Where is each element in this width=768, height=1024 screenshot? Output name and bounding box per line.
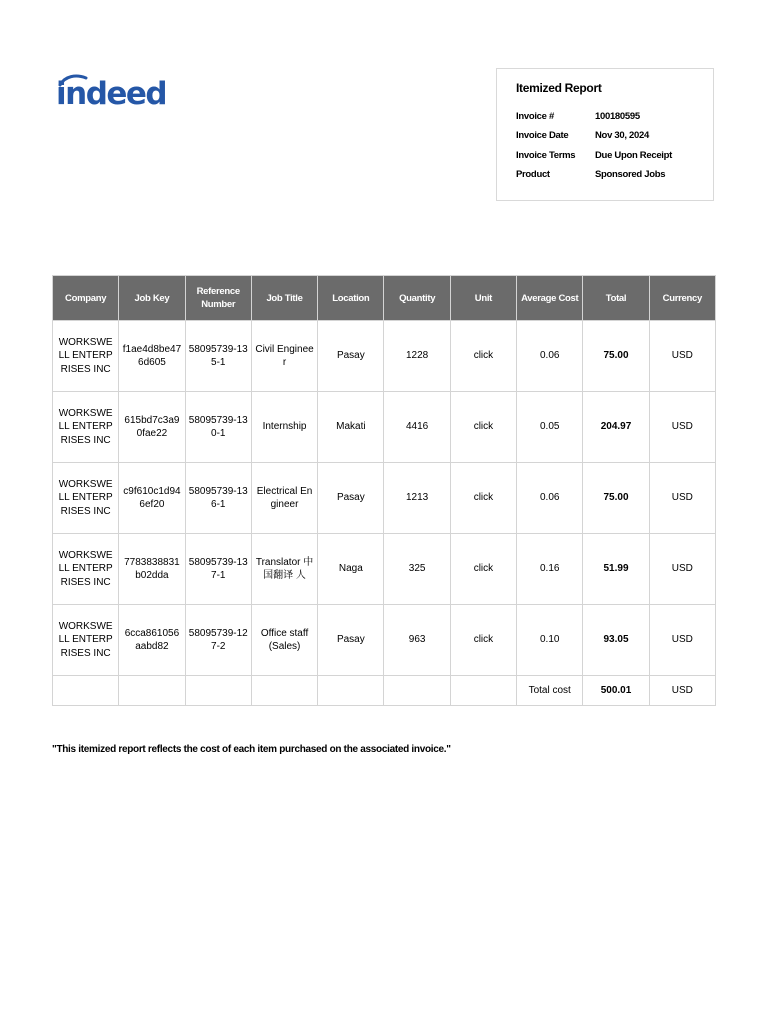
cell-reference: 58095739-127-2 xyxy=(185,605,251,676)
empty-cell xyxy=(251,676,317,706)
cell-location: Makati xyxy=(318,392,384,463)
total-row xyxy=(53,676,716,706)
info-value: Sponsored Jobs xyxy=(595,169,666,180)
empty-cell xyxy=(318,676,384,706)
cell-quantity: 1213 xyxy=(384,463,450,534)
empty-cell xyxy=(185,676,251,706)
cell-total: 93.05 xyxy=(583,605,649,676)
cell-avg-cost: 0.06 xyxy=(517,463,583,534)
cell-location: Pasay xyxy=(318,321,384,392)
cell-total: 75.00 xyxy=(583,321,649,392)
cell-quantity: 1228 xyxy=(384,321,450,392)
cell-job-key: c9f610c1d946ef20 xyxy=(119,463,185,534)
table-row xyxy=(53,605,716,676)
info-row-invoice-terms xyxy=(516,150,672,161)
cell-reference: 58095739-135-1 xyxy=(185,321,251,392)
table-header-row xyxy=(53,276,716,321)
cell-location: Pasay xyxy=(318,463,384,534)
cell-unit: click xyxy=(450,392,516,463)
cell-reference: 58095739-130-1 xyxy=(185,392,251,463)
cell-quantity: 963 xyxy=(384,605,450,676)
cell-currency: USD xyxy=(649,321,715,392)
report-title: Itemized Report xyxy=(516,81,602,95)
footnote: "This itemized report reflects the cost of each item purchased on the associated invoice." xyxy=(52,744,451,755)
cell-job-key: 6cca861056aabd82 xyxy=(119,605,185,676)
total-cost-value: 500.01 xyxy=(583,676,649,706)
cell-quantity: 325 xyxy=(384,534,450,605)
info-label: Invoice Date xyxy=(516,130,569,141)
info-row-invoice-date xyxy=(516,130,649,141)
total-cost-label: Total cost xyxy=(517,676,583,706)
cell-total: 204.97 xyxy=(583,392,649,463)
info-row-invoice-number xyxy=(516,111,640,122)
header-currency: Currency xyxy=(649,276,715,321)
header-job-title: Job Title xyxy=(251,276,317,321)
total-currency: USD xyxy=(649,676,715,706)
cell-company: WORKSWELL ENTERPRISES INC xyxy=(53,321,119,392)
itemized-table xyxy=(52,275,716,706)
cell-currency: USD xyxy=(649,605,715,676)
cell-avg-cost: 0.10 xyxy=(517,605,583,676)
cell-job-key: 7783838831b02dda xyxy=(119,534,185,605)
table-row xyxy=(53,392,716,463)
cell-avg-cost: 0.05 xyxy=(517,392,583,463)
cell-location: Pasay xyxy=(318,605,384,676)
header-average-cost: Average Cost xyxy=(517,276,583,321)
cell-total: 51.99 xyxy=(583,534,649,605)
cell-reference: 58095739-136-1 xyxy=(185,463,251,534)
cell-avg-cost: 0.16 xyxy=(517,534,583,605)
empty-cell xyxy=(384,676,450,706)
info-value: Due Upon Receipt xyxy=(595,150,673,161)
cell-reference: 58095739-137-1 xyxy=(185,534,251,605)
header-job-key: Job Key xyxy=(119,276,185,321)
info-value: 100180595 xyxy=(595,111,640,122)
empty-cell xyxy=(119,676,185,706)
indeed-logo xyxy=(56,72,180,116)
header-unit: Unit xyxy=(450,276,516,321)
cell-job-key: 615bd7c3a90fae22 xyxy=(119,392,185,463)
cell-avg-cost: 0.06 xyxy=(517,321,583,392)
header-quantity: Quantity xyxy=(384,276,450,321)
cell-location: Naga xyxy=(318,534,384,605)
info-row-product xyxy=(516,169,665,180)
empty-cell xyxy=(450,676,516,706)
info-label: Invoice # xyxy=(516,111,554,122)
header-company: Company xyxy=(53,276,119,321)
cell-company: WORKSWELL ENTERPRISES INC xyxy=(53,605,119,676)
cell-company: WORKSWELL ENTERPRISES INC xyxy=(53,463,119,534)
cell-currency: USD xyxy=(649,392,715,463)
cell-job-title: Internship xyxy=(251,392,317,463)
invoice-info-box xyxy=(496,68,714,201)
cell-quantity: 4416 xyxy=(384,392,450,463)
cell-job-title: Translator 中国翻译 人 xyxy=(251,534,317,605)
info-value: Nov 30, 2024 xyxy=(595,130,649,141)
logo-wordmark: indeed xyxy=(56,76,167,112)
cell-unit: click xyxy=(450,463,516,534)
cell-total: 75.00 xyxy=(583,463,649,534)
header-reference-number: Reference Number xyxy=(185,276,251,321)
cell-company: WORKSWELL ENTERPRISES INC xyxy=(53,534,119,605)
info-label: Product xyxy=(516,169,550,180)
table-row xyxy=(53,321,716,392)
info-label: Invoice Terms xyxy=(516,150,576,161)
cell-unit: click xyxy=(450,321,516,392)
cell-job-title: Office staff (Sales) xyxy=(251,605,317,676)
cell-unit: click xyxy=(450,605,516,676)
cell-unit: click xyxy=(450,534,516,605)
header-total: Total xyxy=(583,276,649,321)
cell-job-title: Civil Engineer xyxy=(251,321,317,392)
table-row xyxy=(53,534,716,605)
table-row xyxy=(53,463,716,534)
cell-job-key: f1ae4d8be476d605 xyxy=(119,321,185,392)
cell-job-title: Electrical Engineer xyxy=(251,463,317,534)
header-location: Location xyxy=(318,276,384,321)
cell-currency: USD xyxy=(649,463,715,534)
empty-cell xyxy=(53,676,119,706)
cell-company: WORKSWELL ENTERPRISES INC xyxy=(53,392,119,463)
cell-currency: USD xyxy=(649,534,715,605)
